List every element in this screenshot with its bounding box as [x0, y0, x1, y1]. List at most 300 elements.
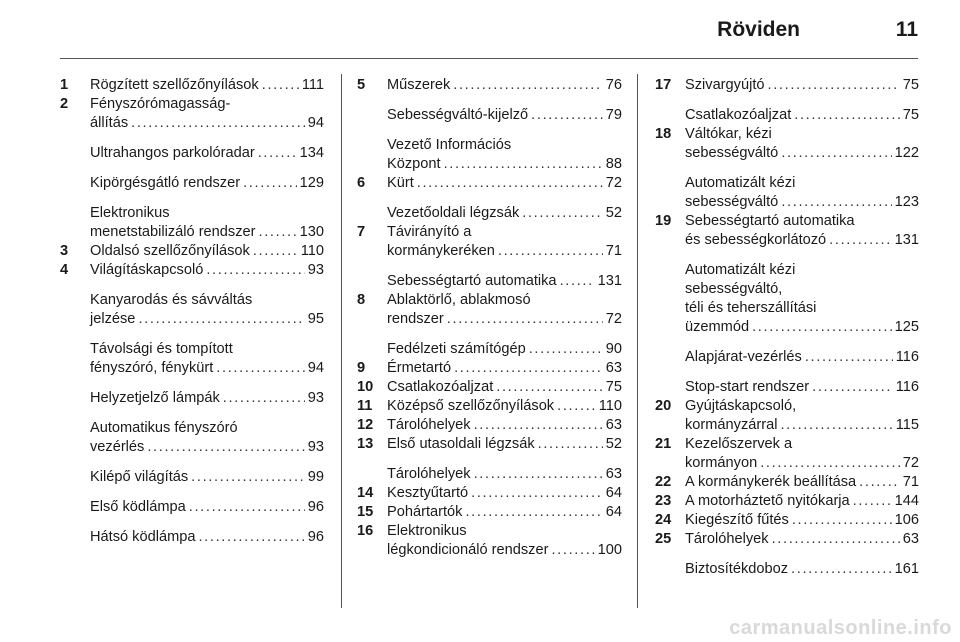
entry-line [90, 223, 324, 242]
index-entry [357, 465, 622, 484]
page-reference: 93 [307, 439, 324, 455]
index-entry [655, 397, 919, 435]
index-entry [60, 419, 324, 457]
leader-dots [794, 106, 900, 125]
entry-line [90, 76, 324, 95]
index-entry [60, 144, 324, 163]
page-reference: 63 [605, 466, 622, 482]
entry-line [387, 136, 622, 155]
entry-text: Első ködlámpa [90, 499, 186, 515]
entry-text: és sebességkorlátozó [685, 232, 827, 248]
entry-line [685, 560, 919, 579]
leader-dots [189, 498, 305, 517]
entry-number: 5 [357, 77, 366, 93]
entry-number: 6 [357, 175, 366, 191]
index-entry [655, 378, 919, 397]
entry-text: Váltókar, kézi [685, 126, 772, 142]
leader-dots [560, 272, 595, 291]
entry-number: 12 [357, 417, 374, 433]
page-reference: 116 [895, 349, 919, 365]
entry-line [685, 212, 919, 231]
page-reference: 75 [605, 379, 622, 395]
column-divider-1 [341, 74, 342, 608]
index-entry [655, 261, 919, 337]
entry-number: 24 [655, 512, 672, 528]
entry-text: Oldalsó szellőzőnyílások [90, 243, 250, 259]
leader-dots [551, 541, 594, 560]
entry-text: Műszerek [387, 77, 451, 93]
leader-dots [557, 397, 596, 416]
entry-line [387, 397, 622, 416]
entry-line [387, 310, 622, 329]
leader-dots [496, 378, 603, 397]
index-entry [357, 204, 622, 223]
page-reference: 110 [300, 243, 324, 259]
entry-line [387, 484, 622, 503]
entry-line [685, 106, 919, 125]
entry-line [387, 541, 622, 560]
entry-text: fényszóró, fénykürt [90, 360, 214, 376]
entry-line [387, 522, 622, 541]
entry-line [90, 95, 324, 114]
index-entry [357, 106, 622, 125]
entry-text: Hátsó ködlámpa [90, 529, 196, 545]
index-column-1 [60, 76, 324, 547]
leader-dots [191, 468, 305, 487]
entry-text: Kezelőszervek a [685, 436, 793, 452]
entry-line [387, 76, 622, 95]
index-entry [357, 397, 622, 416]
index-entry [357, 223, 622, 261]
page-reference: 72 [902, 455, 919, 471]
entry-line [685, 348, 919, 367]
entry-text: Kipörgésgátló rendszer [90, 175, 241, 191]
index-column-3 [655, 76, 919, 579]
entry-line [685, 435, 919, 454]
entry-text: Távirányító a [387, 224, 472, 240]
leader-dots [768, 76, 900, 95]
entry-text: A kormánykerék beállítása [685, 474, 857, 490]
leader-dots [853, 492, 892, 511]
index-entry [357, 522, 622, 560]
entry-text: Tárolóhelyek [685, 531, 769, 547]
entry-text: téli és teherszállítási [685, 300, 817, 316]
index-entry [60, 528, 324, 547]
leader-dots [752, 318, 892, 337]
leader-dots [859, 473, 900, 492]
entry-text: Helyzetjelző lámpák [90, 390, 220, 406]
entry-number: 2 [60, 96, 69, 112]
page-reference: 72 [605, 175, 622, 191]
entry-text: Világításkapcsoló [90, 262, 204, 278]
entry-line [685, 76, 919, 95]
entry-text: Vezetőoldali légzsák [387, 205, 520, 221]
page-reference: 130 [299, 224, 324, 240]
column-divider-2 [637, 74, 638, 608]
entry-text: Pohártartók [387, 504, 463, 520]
entry-line [685, 231, 919, 250]
entry-number: 15 [357, 504, 374, 520]
entry-number: 13 [357, 436, 374, 452]
entry-text: Kesztyűtartó [387, 485, 469, 501]
page-reference: 129 [299, 175, 324, 191]
leader-dots [447, 310, 603, 329]
leader-dots [812, 378, 893, 397]
page-reference: 110 [598, 398, 622, 414]
entry-text: Tárolóhelyek [387, 466, 471, 482]
page-number: 11 [895, 18, 918, 41]
index-entry [357, 503, 622, 522]
index-entry [655, 76, 919, 95]
leader-dots [760, 454, 900, 473]
leader-dots [465, 503, 602, 522]
leader-dots [243, 174, 297, 193]
entry-text: sebességváltó [685, 194, 779, 210]
entry-text: Szivargyújtó [685, 77, 765, 93]
page-reference: 115 [895, 417, 919, 433]
index-entry [60, 204, 324, 242]
entry-number: 11 [357, 398, 373, 414]
entry-line [90, 261, 324, 280]
page-reference: 72 [605, 311, 622, 327]
entry-text: Stop-start rendszer [685, 379, 810, 395]
entry-text: Csatlakozóaljzat [387, 379, 494, 395]
page-reference: 161 [894, 561, 919, 577]
entry-line [387, 340, 622, 359]
entry-text: Elektronikus [387, 523, 467, 539]
entry-line [685, 280, 919, 299]
entry-line [685, 193, 919, 212]
index-entry [357, 76, 622, 95]
index-entry [655, 511, 919, 530]
page-reference: 99 [307, 469, 324, 485]
entry-line [685, 511, 919, 530]
entry-text: Alapjárat-vezérlés [685, 349, 802, 365]
index-entry [357, 136, 622, 174]
entry-text: Kiegészítő fűtés [685, 512, 789, 528]
entry-text: menetstabilizáló rendszer [90, 224, 256, 240]
entry-line [90, 204, 324, 223]
page-header [60, 16, 918, 50]
entry-number: 18 [655, 126, 672, 142]
entry-text: Sebességtartó automatika [387, 273, 557, 289]
entry-text: Központ [387, 156, 441, 172]
header-divider [60, 58, 918, 59]
leader-dots [206, 261, 304, 280]
entry-line [387, 242, 622, 261]
page-reference: 95 [307, 311, 324, 327]
entry-text: Kürt [387, 175, 414, 191]
leader-dots [498, 242, 603, 261]
entry-number: 25 [655, 531, 672, 547]
entry-text: Ultrahangos parkolóradar [90, 145, 255, 161]
index-entry [357, 378, 622, 397]
page-reference: 79 [605, 107, 622, 123]
leader-dots [474, 416, 603, 435]
page-reference: 52 [605, 436, 622, 452]
entry-number: 20 [655, 398, 672, 414]
entry-line [90, 468, 324, 487]
entry-line [685, 125, 919, 144]
index-entry [655, 530, 919, 549]
entry-text: Biztosítékdoboz [685, 561, 789, 577]
entry-text: Középső szellőzőnyílások [387, 398, 555, 414]
entry-number: 8 [357, 292, 366, 308]
entry-number: 21 [655, 436, 672, 452]
entry-line [387, 378, 622, 397]
entry-line [685, 378, 919, 397]
leader-dots [791, 560, 892, 579]
entry-line [387, 272, 622, 291]
entry-line [90, 114, 324, 133]
page-reference: 131 [597, 273, 622, 289]
entry-number: 4 [60, 262, 69, 278]
index-entry [655, 435, 919, 473]
entry-number: 22 [655, 474, 672, 490]
index-entry [357, 484, 622, 503]
index-entry [357, 291, 622, 329]
index-entry [60, 242, 324, 261]
entry-line [387, 106, 622, 125]
entry-number: 10 [357, 379, 374, 395]
page-reference: 111 [301, 77, 324, 93]
entry-line [387, 155, 622, 174]
entry-line [685, 416, 919, 435]
index-column-2 [357, 76, 622, 560]
leader-dots [444, 155, 603, 174]
entry-text: Ablaktörlő, ablakmosó [387, 292, 531, 308]
index-entry [60, 95, 324, 133]
entry-line [387, 435, 622, 454]
entry-text: Fényszórómagasság- [90, 96, 231, 112]
entry-line [685, 492, 919, 511]
leader-dots [529, 340, 603, 359]
leader-dots [417, 174, 603, 193]
leader-dots [780, 416, 892, 435]
leader-dots [258, 144, 297, 163]
entry-line [387, 416, 622, 435]
index-entry [655, 492, 919, 511]
page-reference: 63 [605, 360, 622, 376]
index-entry [60, 291, 324, 329]
leader-dots [138, 310, 304, 329]
index-entry [655, 125, 919, 163]
leader-dots [223, 389, 305, 408]
page-reference: 64 [605, 485, 622, 501]
entry-line [387, 204, 622, 223]
index-entry [357, 272, 622, 291]
entry-line [90, 242, 324, 261]
leader-dots [805, 348, 893, 367]
entry-text: Első utasoldali légzsák [387, 436, 535, 452]
index-entry [60, 340, 324, 378]
entry-text: légkondicionáló rendszer [387, 542, 549, 558]
entry-text: kormányon [685, 455, 758, 471]
entry-line [685, 530, 919, 549]
entry-line [90, 310, 324, 329]
entry-line [685, 299, 919, 318]
page-reference: 71 [902, 474, 919, 490]
entry-number: 3 [60, 243, 69, 259]
entry-number: 7 [357, 224, 366, 240]
entry-text: Gyújtáskapcsoló, [685, 398, 797, 414]
entry-text: Elektronikus [90, 205, 170, 221]
entry-line [685, 454, 919, 473]
index-entry [655, 212, 919, 250]
watermark: carmanualsonline.info [729, 617, 952, 639]
page-reference: 63 [605, 417, 622, 433]
entry-text: rendszer [387, 311, 444, 327]
entry-text: Kilépő világítás [90, 469, 189, 485]
entry-number: 23 [655, 493, 672, 509]
leader-dots [792, 511, 892, 530]
entry-line [90, 389, 324, 408]
entry-text: Automatikus fényszóró [90, 420, 238, 436]
entry-text: Érmetartó [387, 360, 452, 376]
entry-line [90, 340, 324, 359]
entry-line [387, 291, 622, 310]
entry-number: 9 [357, 360, 366, 376]
leader-dots [258, 223, 296, 242]
page-reference: 93 [307, 262, 324, 278]
page-title: Röviden [717, 18, 800, 41]
leader-dots [131, 114, 305, 133]
entry-text: Csatlakozóaljzat [685, 107, 792, 123]
leader-dots [772, 530, 900, 549]
entry-text: Vezető Információs [387, 137, 512, 153]
entry-text: Automatizált kézi [685, 175, 796, 191]
page-reference: 116 [895, 379, 919, 395]
entry-text: üzemmód [685, 319, 750, 335]
entry-text: Sebességváltó-kijelző [387, 107, 529, 123]
leader-dots [198, 528, 304, 547]
entry-number: 17 [655, 77, 672, 93]
entry-text: A motorháztető nyitókarja [685, 493, 850, 509]
entry-text: Kanyarodás és sávváltás [90, 292, 253, 308]
page-reference: 125 [894, 319, 919, 335]
entry-text: Tárolóhelyek [387, 417, 471, 433]
page-reference: 131 [894, 232, 919, 248]
page-reference: 134 [299, 145, 324, 161]
entry-text: sebességváltó [685, 145, 779, 161]
page-reference: 144 [894, 493, 919, 509]
page-reference: 75 [902, 107, 919, 123]
entry-text: Fedélzeti számítógép [387, 341, 526, 357]
entry-text: kormánykeréken [387, 243, 495, 259]
page-reference: 96 [307, 529, 324, 545]
entry-line [685, 144, 919, 163]
entry-text: állítás [90, 115, 129, 131]
index-entry [655, 106, 919, 125]
page-reference: 100 [597, 542, 622, 558]
leader-dots [471, 484, 603, 503]
page-reference: 64 [605, 504, 622, 520]
index-entry [357, 435, 622, 454]
entry-line [387, 465, 622, 484]
entry-line [387, 359, 622, 378]
entry-line [685, 261, 919, 280]
page-reference: 71 [605, 243, 622, 259]
leader-dots [829, 231, 891, 250]
page-reference: 96 [307, 499, 324, 515]
leader-dots [147, 438, 304, 457]
page-reference: 76 [605, 77, 622, 93]
leader-dots [454, 359, 603, 378]
entry-text: vezérlés [90, 439, 145, 455]
page-reference: 90 [605, 341, 622, 357]
page-reference: 106 [894, 512, 919, 528]
index-entry [60, 174, 324, 193]
entry-number: 19 [655, 213, 672, 229]
leader-dots [522, 204, 603, 223]
entry-line [90, 144, 324, 163]
entry-line [685, 318, 919, 337]
index-entry [60, 389, 324, 408]
leader-dots [253, 242, 298, 261]
page-reference: 94 [307, 115, 324, 131]
entry-text: sebességváltó, [685, 281, 783, 297]
index-entry [655, 348, 919, 367]
entry-text: jelzése [90, 311, 136, 327]
page-reference: 123 [894, 194, 919, 210]
index-entry [357, 359, 622, 378]
leader-dots [262, 76, 299, 95]
leader-dots [474, 465, 603, 484]
leader-dots [538, 435, 603, 454]
entry-line [685, 397, 919, 416]
entry-number: 1 [60, 77, 69, 93]
index-entry [60, 76, 324, 95]
index-entry [357, 340, 622, 359]
page-reference: 94 [307, 360, 324, 376]
entry-line [685, 174, 919, 193]
index-entry [655, 473, 919, 492]
leader-dots [781, 144, 891, 163]
leader-dots [781, 193, 891, 212]
entry-text: Rögzített szellőzőnyílások [90, 77, 259, 93]
index-entry [357, 174, 622, 193]
index-entry [60, 261, 324, 280]
entry-line [90, 359, 324, 378]
page-reference: 88 [605, 156, 622, 172]
entry-line [90, 291, 324, 310]
index-entry [60, 498, 324, 517]
entry-text: Automatizált kézi [685, 262, 796, 278]
entry-text: Sebességtartó automatika [685, 213, 855, 229]
entry-line [685, 473, 919, 492]
leader-dots [216, 359, 304, 378]
leader-dots [453, 76, 603, 95]
leader-dots [531, 106, 603, 125]
entry-line [90, 174, 324, 193]
page-reference: 75 [902, 77, 919, 93]
entry-line [387, 223, 622, 242]
index-entry [655, 560, 919, 579]
entry-line [90, 438, 324, 457]
entry-line [387, 174, 622, 193]
entry-line [90, 498, 324, 517]
index-entry [60, 468, 324, 487]
page-reference: 93 [307, 390, 324, 406]
index-entry [655, 174, 919, 212]
entry-line [90, 419, 324, 438]
page-reference: 52 [605, 205, 622, 221]
entry-number: 14 [357, 485, 374, 501]
entry-number: 16 [357, 523, 374, 539]
entry-line [90, 528, 324, 547]
page-reference: 122 [894, 145, 919, 161]
entry-text: Távolsági és tompított [90, 341, 233, 357]
